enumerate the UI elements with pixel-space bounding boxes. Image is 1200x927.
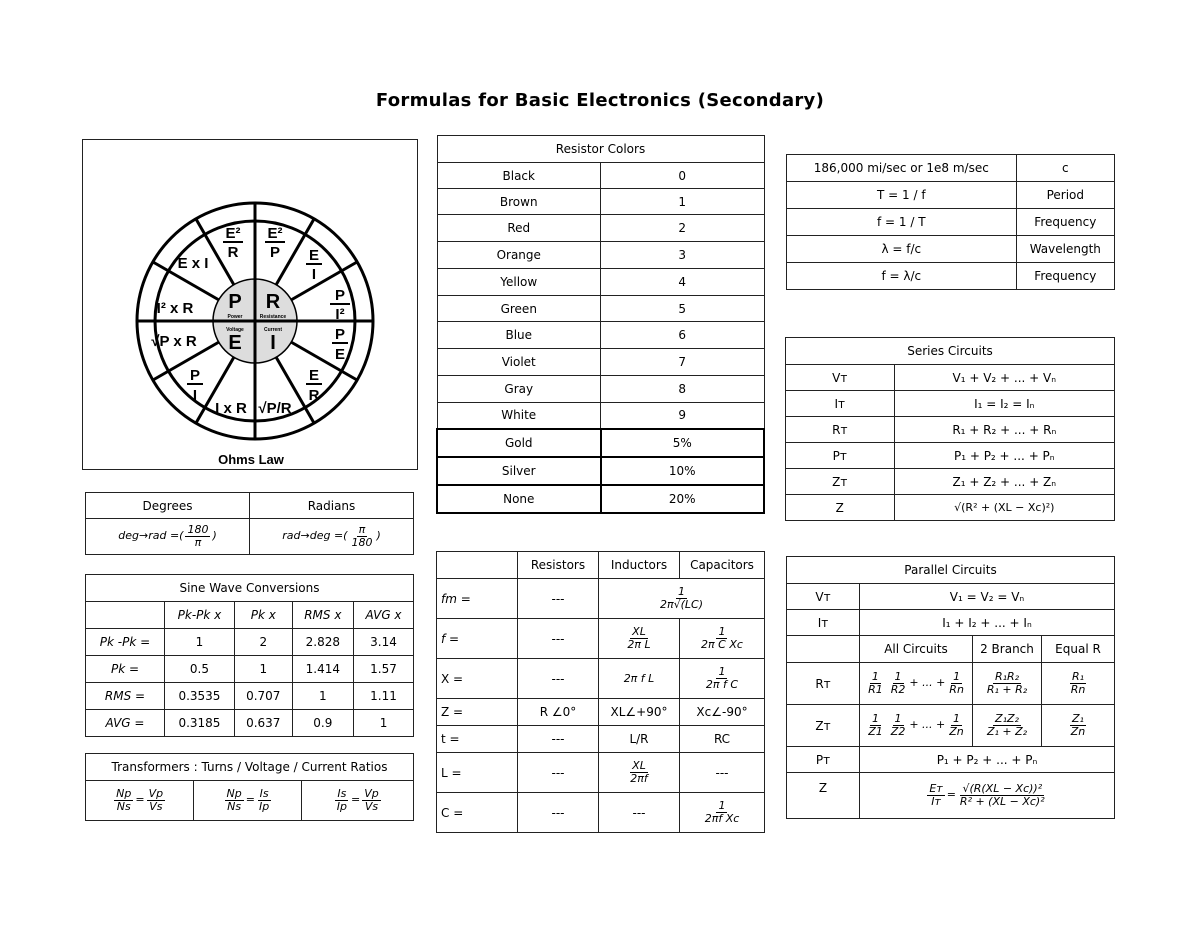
degrees-table: Degrees Radians deg→rad =( $\frac{180}{\pi}$ ) rad→deg =( $\frac{\pi}{180}$ ) bbox=[85, 492, 414, 555]
table-row: Pk = 0.5 1 1.414 1.57 bbox=[86, 656, 414, 683]
svg-text:Current: Current bbox=[263, 327, 283, 333]
parallel-circuits-table: Parallel Circuits Vᴛ V₁ = V₂ = Vₙ Iᴛ I₁ + I₂ + ... + Iₙ All Circuits 2 Branch Equal R Rᴛ $\frac{1}{R1}$ $\frac{1}{R2}$ + ... + $\frac{1}{Rn}$ $\frac{\text{R₁R₂}}{\text{R₁ + R₂}}$ $\frac{\text{R₁}}{Rn}$ Zᴛ $\frac{1}{Z1}$ $\frac{1}{Z2}$ + ... + $\frac{1}{Zn}$ $\frac{\text{Z₁Z₂}}{\text{Z₁ + Z₂}}$ $\frac{\text{Z₁}}{Zn}$ Pᴛ P₁ + P₂ + ... + Pₙ Z $\frac{\text{Eᴛ}}{\text{Iᴛ}}$ = $\frac{\text{√(R(XL − Xc))²}}{\text{R² + (XL − Xc)²}}$ bbox=[786, 556, 1115, 819]
table-row: λ = f/c Wavelength bbox=[787, 236, 1115, 263]
ohms-law-wheel bbox=[83, 140, 419, 471]
svg-text:Voltage: Voltage bbox=[226, 327, 244, 333]
table-row: Z √(R² + (XL − Xc)²) bbox=[786, 495, 1115, 521]
sine-wave-table: Sine Wave Conversions Pk-Pk x Pk x RMS x AVG x Pk -Pk = 1 2 2.828 3.14 Pk = 0.5 1 1.414 1.57 RMS = 0.3535 0.707 1 1.11 AVG = 0.3185 0.637 0.9 1 bbox=[85, 574, 414, 737]
svg-text:I²: I² bbox=[335, 306, 345, 323]
table-row: Brown 1 bbox=[437, 189, 764, 215]
ohms-law-caption: Ohms Law bbox=[218, 452, 284, 467]
table-row: Iᴛ I₁ = I₂ = Iₙ bbox=[786, 391, 1115, 417]
svg-text:E: E bbox=[334, 346, 346, 363]
svg-text:P: P bbox=[269, 244, 281, 261]
table-row: f = 1 / T Frequency bbox=[787, 209, 1115, 236]
table-row: Black 0 bbox=[437, 163, 764, 189]
svg-text:I² x R: I² x R bbox=[156, 300, 194, 317]
ohms-law-panel bbox=[82, 139, 418, 470]
svg-text:Resistance: Resistance bbox=[259, 314, 287, 320]
deg-to-rad: deg→rad =( $\frac{180}{\pi}$ ) bbox=[86, 519, 250, 555]
svg-text:P: P bbox=[189, 367, 201, 384]
svg-text:E²: E² bbox=[225, 225, 241, 242]
table-row: Rᴛ R₁ + R₂ + ... + Rₙ bbox=[786, 417, 1115, 443]
svg-text:I: I bbox=[311, 266, 317, 283]
table-row: AVG = 0.3185 0.637 0.9 1 bbox=[86, 710, 414, 737]
center-i: I bbox=[270, 332, 276, 354]
table-row: RMS = 0.3535 0.707 1 1.11 bbox=[86, 683, 414, 710]
rad-to-deg: rad→deg =( $\frac{\pi}{180}$ ) bbox=[250, 519, 414, 555]
resistor-colors-table: Resistor Colors Black 0 Brown 1 Red 2 Orange 3 Yellow 4 Green 5 Blue 6 Violet 7 Gray 8 White 9 Gold 5% Silver 10% None 20% bbox=[436, 135, 765, 514]
table-row: f = λ/c Frequency bbox=[787, 263, 1115, 290]
svg-text:P: P bbox=[334, 287, 346, 304]
table-row: Violet 7 bbox=[437, 349, 764, 376]
series-circuits-table: Series Circuits Vᴛ V₁ + V₂ + ... + Vₙ Iᴛ I₁ = I₂ = Iₙ Rᴛ R₁ + R₂ + ... + Rₙ Pᴛ P₁ + P₂ + ... + Pₙ Zᴛ Z₁ + Z₂ + ... + Zₙ Z √(R² + (XL − Xc)²) bbox=[785, 337, 1115, 521]
svg-text:E²: E² bbox=[267, 225, 283, 242]
svg-text:√P/R: √P/R bbox=[258, 400, 292, 417]
table-row: Green 5 bbox=[437, 296, 764, 322]
svg-text:E: E bbox=[308, 247, 320, 264]
table-row: Zᴛ Z₁ + Z₂ + ... + Zₙ bbox=[786, 469, 1115, 495]
svg-text:P: P bbox=[334, 326, 346, 343]
svg-text:I x R: I x R bbox=[215, 400, 247, 417]
table-row: White 9 bbox=[437, 403, 764, 429]
transformers-table: Transformers : Turns / Voltage / Current Ratios $\frac{Np}{Ns}$ = $\frac{Vp}{Vs}$ $\frac{Np}{Ns}$ = $\frac{Is}{Ip}$ $\frac{Is}{Ip}$ = $\frac{Vp}{Vs}$ bbox=[85, 753, 414, 821]
center-r: R bbox=[265, 291, 281, 313]
center-e: E bbox=[228, 332, 242, 354]
svg-text:I: I bbox=[192, 387, 198, 404]
components-table: Resistors Inductors Capacitors fm = --- $\frac{1}{2\pi√(LC)}$ f = --- $\frac{XL}{\text{2π L}}$ $\frac{1}{\text{2π C Xc}}$ X = --- 2π f L $\frac{1}{\text{2π f C}}$ Z = R ∠0° XL∠+90° Xc∠-90° t = --- L/R RC L = --- $\frac{XL}{2\pi f}$ --- C = --- --- $\frac{1}{\text{2πf Xc}}$ bbox=[436, 551, 765, 833]
svg-text:√P x R: √P x R bbox=[151, 333, 197, 350]
table-row: Silver 10% bbox=[437, 457, 764, 485]
svg-text:E x I: E x I bbox=[177, 255, 209, 272]
table-row: T = 1 / f Period bbox=[787, 182, 1115, 209]
page-title: Formulas for Basic Electronics (Secondary) bbox=[375, 90, 825, 111]
table-row: Pᴛ P₁ + P₂ + ... + Pₙ bbox=[786, 443, 1115, 469]
table-row: Gold 5% bbox=[437, 429, 764, 457]
center-p: P bbox=[228, 291, 242, 313]
svg-text:R: R bbox=[227, 244, 239, 261]
table-row: Gray 8 bbox=[437, 376, 764, 403]
svg-text:E: E bbox=[308, 367, 320, 384]
table-row: Orange 3 bbox=[437, 242, 764, 269]
table-row: 186,000 mi/sec or 1e8 m/sec c bbox=[787, 155, 1115, 182]
table-row: Blue 6 bbox=[437, 322, 764, 349]
svg-text:R: R bbox=[308, 387, 320, 404]
table-row: None 20% bbox=[437, 485, 764, 513]
table-row: Pk -Pk = 1 2 2.828 3.14 bbox=[86, 629, 414, 656]
svg-text:Power: Power bbox=[227, 314, 243, 320]
constants-table bbox=[786, 154, 1115, 290]
table-row: Yellow 4 bbox=[437, 269, 764, 296]
table-row: Red 2 bbox=[437, 215, 764, 242]
table-row: Vᴛ V₁ + V₂ + ... + Vₙ bbox=[786, 365, 1115, 391]
